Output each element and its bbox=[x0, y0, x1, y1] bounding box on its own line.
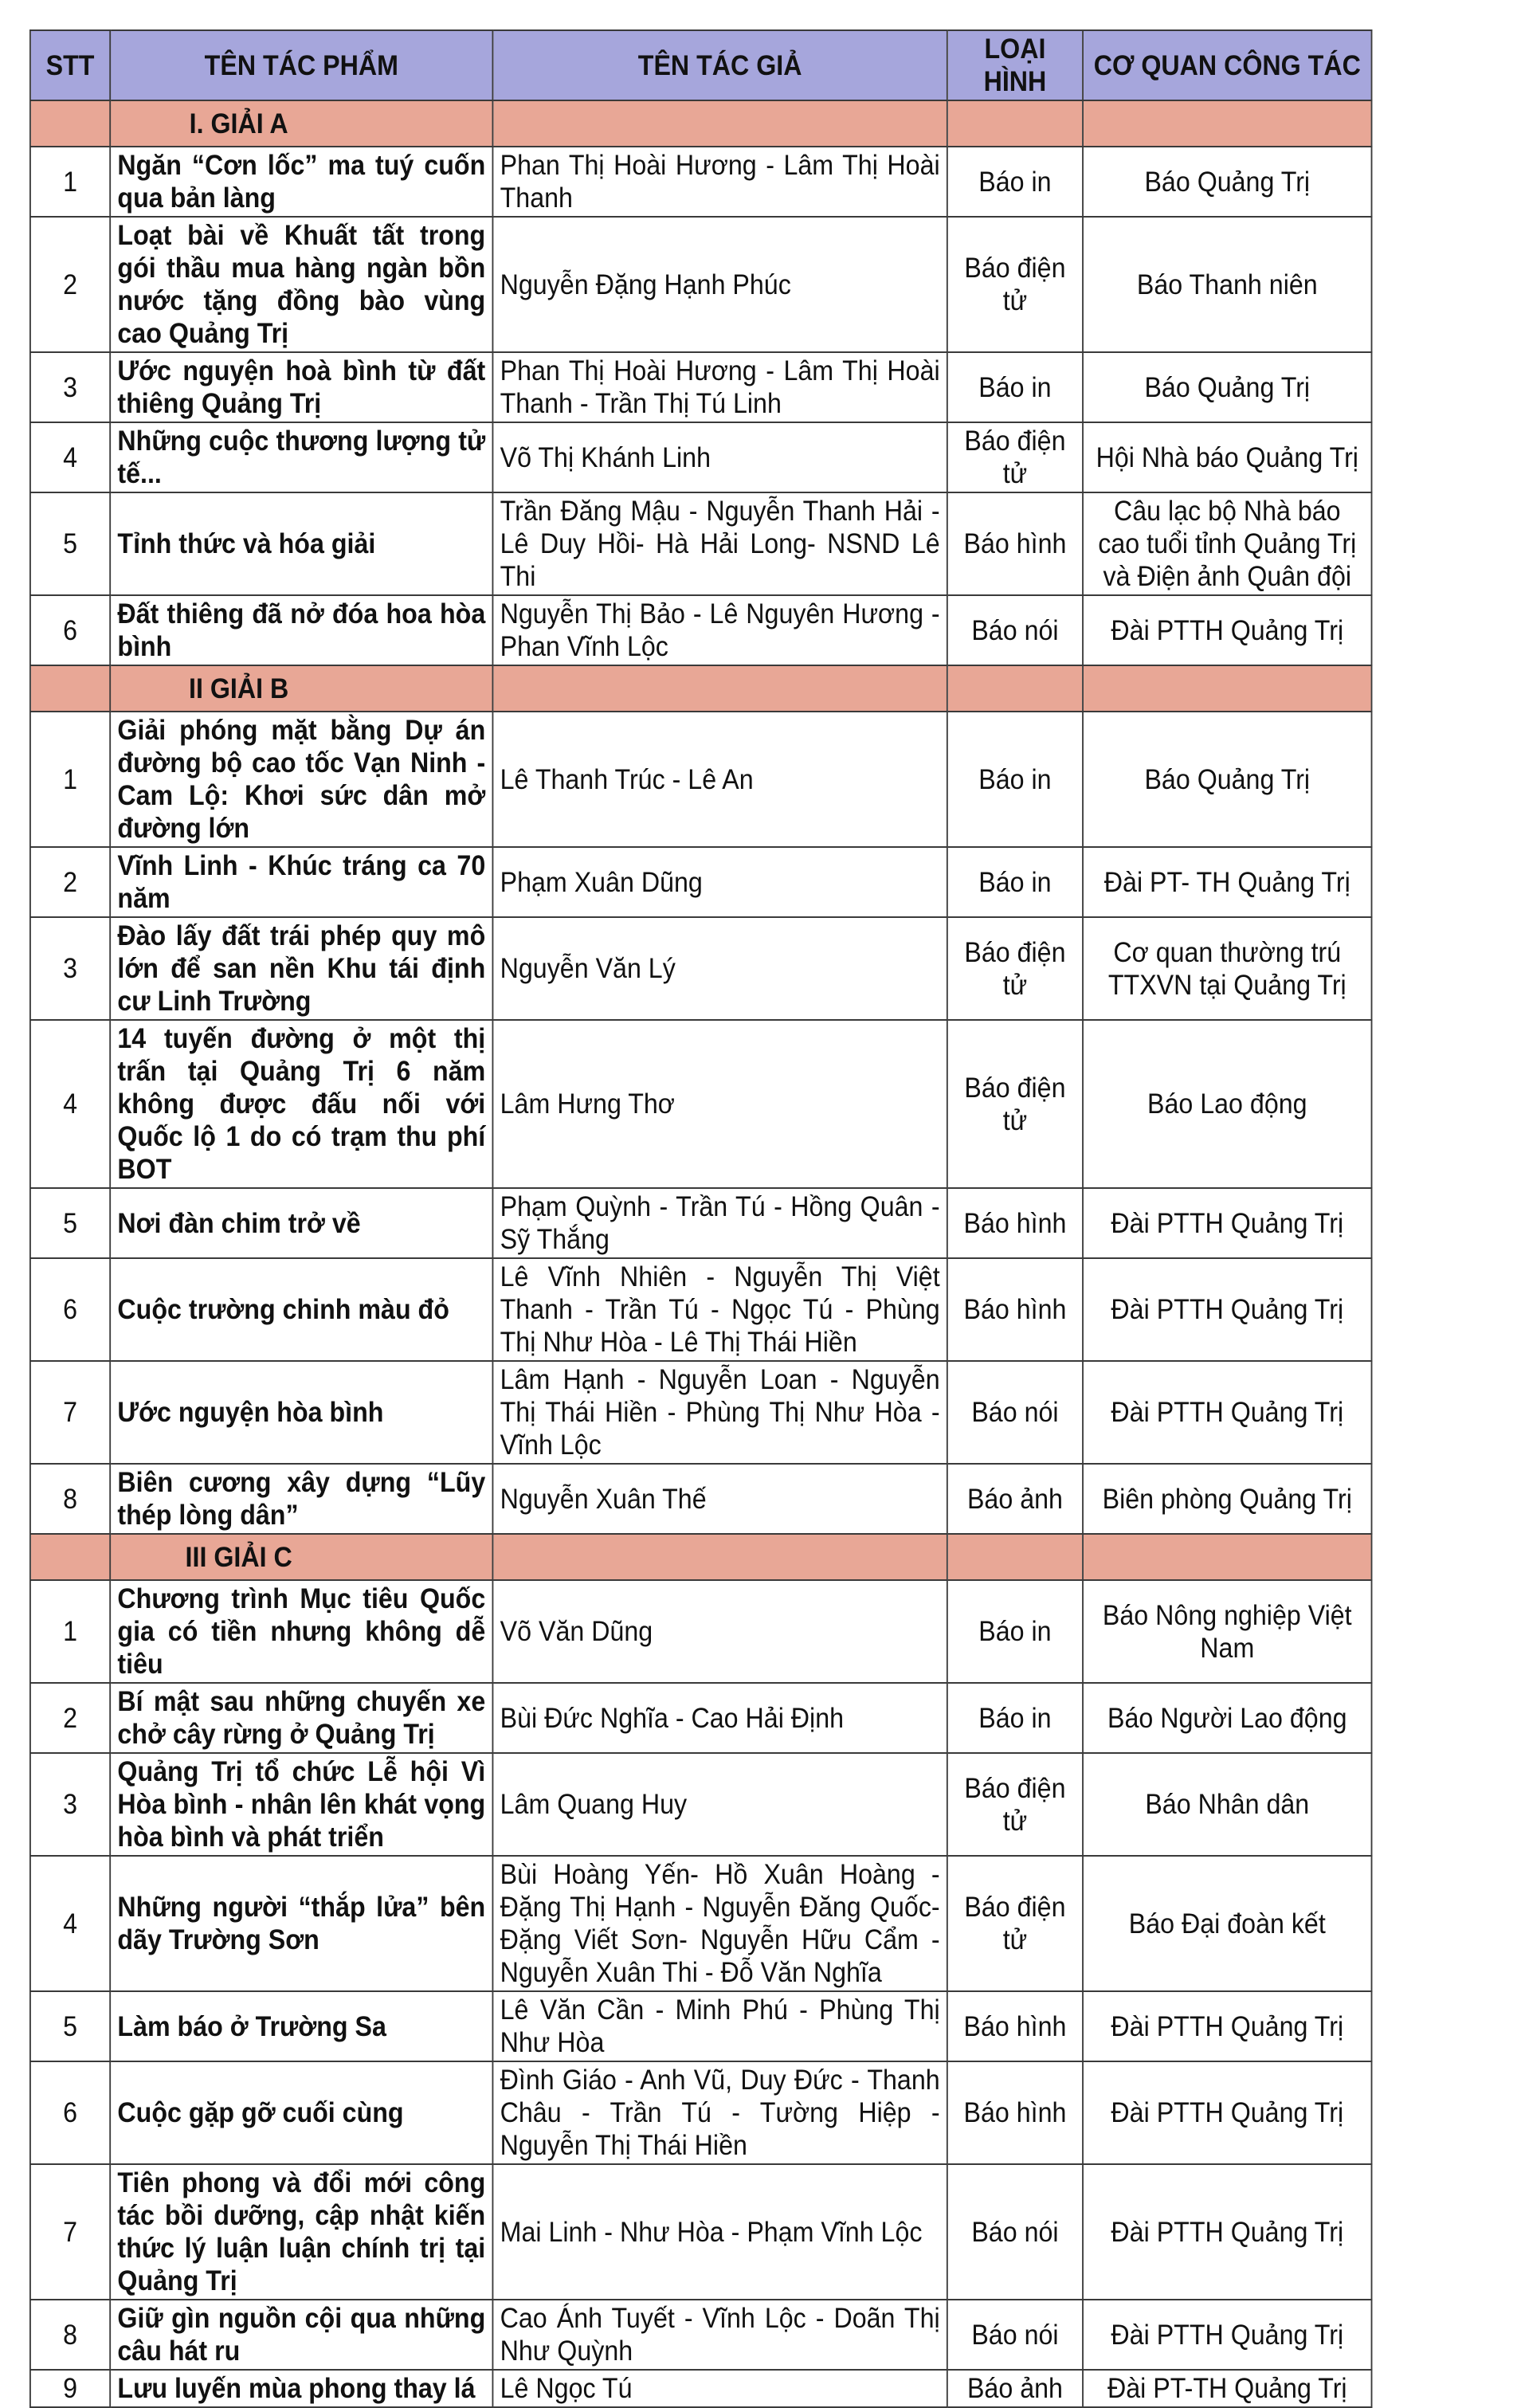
cell-organization: Đài PT-TH Quảng Trị bbox=[1083, 2370, 1371, 2407]
table-row bbox=[30, 2061, 1372, 2164]
section-blank bbox=[947, 1534, 1083, 1580]
cell-work-title: 14 tuyến đường ở một thị trấn tại Quảng Trị 6 năm không được đấu nối với Quốc lộ 1 do có trạm thu phí BOT bbox=[110, 1020, 492, 1188]
cell-organization: Đài PTTH Quảng Trị bbox=[1083, 1991, 1371, 2061]
cell-author: Phạm Quỳnh - Trần Tú - Hồng Quân - Sỹ Thắng bbox=[492, 1188, 947, 1258]
cell-work-title: Ước nguyện hoà bình từ đất thiêng Quảng Trị bbox=[110, 352, 492, 422]
header-org: CƠ QUAN CÔNG TÁC bbox=[1083, 30, 1371, 100]
cell-stt: 2 bbox=[30, 847, 110, 917]
section-blank bbox=[1083, 665, 1371, 712]
section-blank bbox=[1083, 1534, 1371, 1580]
table-body bbox=[30, 100, 1372, 2407]
cell-organization: Câu lạc bộ Nhà báo cao tuổi tỉnh Quảng Trị và Điện ảnh Quân đội bbox=[1083, 492, 1371, 595]
cell-author: Mai Linh - Như Hòa - Phạm Vĩnh Lộc bbox=[492, 2164, 947, 2300]
cell-stt: 2 bbox=[30, 1683, 110, 1753]
section-blank bbox=[492, 100, 947, 147]
header-row bbox=[30, 30, 1372, 100]
section-blank bbox=[30, 1534, 110, 1580]
cell-media-type: Báo điện tử bbox=[947, 917, 1083, 1020]
cell-work-title: Đào lấy đất trái phép quy mô lớn để san nền Khu tái định cư Linh Trường bbox=[110, 917, 492, 1020]
table-row bbox=[30, 422, 1372, 492]
table-row bbox=[30, 595, 1372, 665]
cell-organization: Biên phòng Quảng Trị bbox=[1083, 1464, 1371, 1534]
cell-organization: Đài PT- TH Quảng Trị bbox=[1083, 847, 1371, 917]
cell-work-title: Tỉnh thức và hóa giải bbox=[110, 492, 492, 595]
header-stt: STT bbox=[30, 30, 110, 100]
cell-stt: 2 bbox=[30, 217, 110, 352]
cell-author: Phan Thị Hoài Hương - Lâm Thị Hoài Thanh - Trần Thị Tú Linh bbox=[492, 352, 947, 422]
cell-media-type: Báo in bbox=[947, 1683, 1083, 1753]
cell-media-type: Báo ảnh bbox=[947, 2370, 1083, 2407]
table-row bbox=[30, 1258, 1372, 1361]
cell-media-type: Báo điện tử bbox=[947, 422, 1083, 492]
cell-stt: 3 bbox=[30, 1753, 110, 1856]
cell-stt: 3 bbox=[30, 352, 110, 422]
cell-author: Bùi Đức Nghĩa - Cao Hải Định bbox=[492, 1683, 947, 1753]
table-row bbox=[30, 1580, 1372, 1683]
cell-organization: Đài PTTH Quảng Trị bbox=[1083, 2164, 1371, 2300]
cell-stt: 9 bbox=[30, 2370, 110, 2407]
cell-work-title: Cuộc trường chinh màu đỏ bbox=[110, 1258, 492, 1361]
cell-organization: Cơ quan thường trú TTXVN tại Quảng Trị bbox=[1083, 917, 1371, 1020]
awards-table bbox=[29, 29, 1372, 2408]
cell-author: Nguyễn Đặng Hạnh Phúc bbox=[492, 217, 947, 352]
cell-stt: 6 bbox=[30, 2061, 110, 2164]
cell-author: Phan Thị Hoài Hương - Lâm Thị Hoài Thanh bbox=[492, 147, 947, 217]
cell-media-type: Báo điện tử bbox=[947, 217, 1083, 352]
cell-author: Lâm Quang Huy bbox=[492, 1753, 947, 1856]
section-blank bbox=[492, 1534, 947, 1580]
table-row bbox=[30, 712, 1372, 847]
cell-media-type: Báo nói bbox=[947, 1361, 1083, 1464]
cell-work-title: Làm báo ở Trường Sa bbox=[110, 1991, 492, 2061]
cell-work-title: Giữ gìn nguồn cội qua những câu hát ru bbox=[110, 2300, 492, 2370]
cell-organization: Báo Người Lao động bbox=[1083, 1683, 1371, 1753]
cell-organization: Báo Đại đoàn kết bbox=[1083, 1856, 1371, 1991]
header-work: TÊN TÁC PHẨM bbox=[110, 30, 492, 100]
cell-work-title: Tiên phong và đổi mới công tác bồi dưỡng, cập nhật kiến thức lý luận luận chính trị tại Quảng Trị bbox=[110, 2164, 492, 2300]
cell-media-type: Báo hình bbox=[947, 1991, 1083, 2061]
cell-stt: 6 bbox=[30, 595, 110, 665]
cell-work-title: Quảng Trị tổ chức Lễ hội Vì Hòa bình - nhân lên khát vọng hòa bình và phát triển bbox=[110, 1753, 492, 1856]
cell-media-type: Báo nói bbox=[947, 2300, 1083, 2370]
cell-stt: 1 bbox=[30, 712, 110, 847]
table-row bbox=[30, 352, 1372, 422]
table-row bbox=[30, 1464, 1372, 1534]
section-blank bbox=[1083, 100, 1371, 147]
section-title: III GIẢI C bbox=[110, 1534, 492, 1580]
section-blank bbox=[30, 665, 110, 712]
table-row bbox=[30, 847, 1372, 917]
cell-author: Bùi Hoàng Yến- Hồ Xuân Hoàng - Đặng Thị Hạnh - Nguyễn Đăng Quốc- Đặng Viết Sơn- Nguyễn Hữu Cẩm - Nguyễn Xuân Thi - Đỗ Văn Nghĩa bbox=[492, 1856, 947, 1991]
section-row bbox=[30, 1534, 1372, 1580]
table-row bbox=[30, 1361, 1372, 1464]
table-row bbox=[30, 2370, 1372, 2407]
section-blank bbox=[492, 665, 947, 712]
cell-stt: 5 bbox=[30, 1991, 110, 2061]
cell-media-type: Báo in bbox=[947, 712, 1083, 847]
table-row bbox=[30, 1020, 1372, 1188]
cell-organization: Đài PTTH Quảng Trị bbox=[1083, 595, 1371, 665]
header-type: LOẠI HÌNH bbox=[947, 30, 1083, 100]
table-row bbox=[30, 917, 1372, 1020]
table-row bbox=[30, 147, 1372, 217]
cell-stt: 3 bbox=[30, 917, 110, 1020]
cell-work-title: Cuộc gặp gỡ cuối cùng bbox=[110, 2061, 492, 2164]
cell-work-title: Giải phóng mặt bằng Dự án đường bộ cao tốc Vạn Ninh - Cam Lộ: Khơi sức dân mở đường lớn bbox=[110, 712, 492, 847]
cell-organization: Đài PTTH Quảng Trị bbox=[1083, 2300, 1371, 2370]
section-row bbox=[30, 665, 1372, 712]
cell-work-title: Bí mật sau những chuyến xe chở cây rừng ở Quảng Trị bbox=[110, 1683, 492, 1753]
cell-author: Võ Văn Dũng bbox=[492, 1580, 947, 1683]
cell-work-title: Nơi đàn chim trở về bbox=[110, 1188, 492, 1258]
cell-stt: 1 bbox=[30, 147, 110, 217]
cell-media-type: Báo in bbox=[947, 847, 1083, 917]
cell-work-title: Ước nguyện hòa bình bbox=[110, 1361, 492, 1464]
cell-media-type: Báo nói bbox=[947, 2164, 1083, 2300]
cell-stt: 7 bbox=[30, 2164, 110, 2300]
cell-author: Lê Vĩnh Nhiên - Nguyễn Thị Việt Thanh - Trần Tú - Ngọc Tú - Phùng Thị Như Hòa - Lê Thị Thái Hiền bbox=[492, 1258, 947, 1361]
cell-stt: 8 bbox=[30, 2300, 110, 2370]
cell-work-title: Những người “thắp lửa” bên dãy Trường Sơn bbox=[110, 1856, 492, 1991]
table-row bbox=[30, 1753, 1372, 1856]
cell-author: Lâm Hưng Thơ bbox=[492, 1020, 947, 1188]
cell-media-type: Báo điện tử bbox=[947, 1856, 1083, 1991]
cell-organization: Báo Nông nghiệp Việt Nam bbox=[1083, 1580, 1371, 1683]
cell-work-title: Biên cương xây dựng “Lũy thép lòng dân” bbox=[110, 1464, 492, 1534]
cell-author: Đình Giáo - Anh Vũ, Duy Đức - Thanh Châu - Trần Tú - Tường Hiệp - Nguyễn Thị Thái Hiền bbox=[492, 2061, 947, 2164]
section-row bbox=[30, 100, 1372, 147]
cell-organization: Báo Quảng Trị bbox=[1083, 147, 1371, 217]
cell-work-title: Chương trình Mục tiêu Quốc gia có tiền nhưng không dễ tiêu bbox=[110, 1580, 492, 1683]
cell-author: Nguyễn Xuân Thế bbox=[492, 1464, 947, 1534]
table-row bbox=[30, 2300, 1372, 2370]
cell-work-title: Lưu luyến mùa phong thay lá bbox=[110, 2370, 492, 2407]
cell-media-type: Báo hình bbox=[947, 1188, 1083, 1258]
cell-media-type: Báo nói bbox=[947, 595, 1083, 665]
cell-work-title: Đất thiêng đã nở đóa hoa hòa bình bbox=[110, 595, 492, 665]
cell-organization: Báo Nhân dân bbox=[1083, 1753, 1371, 1856]
cell-media-type: Báo hình bbox=[947, 1258, 1083, 1361]
table-row bbox=[30, 2164, 1372, 2300]
cell-organization: Hội Nhà báo Quảng Trị bbox=[1083, 422, 1371, 492]
cell-organization: Báo Thanh niên bbox=[1083, 217, 1371, 352]
cell-organization: Đài PTTH Quảng Trị bbox=[1083, 1361, 1371, 1464]
cell-stt: 8 bbox=[30, 1464, 110, 1534]
cell-work-title: Ngăn “Cơn lốc” ma tuý cuốn qua bản làng bbox=[110, 147, 492, 217]
cell-author: Nguyễn Thị Bảo - Lê Nguyên Hương - Phan Vĩnh Lộc bbox=[492, 595, 947, 665]
cell-author: Lâm Hạnh - Nguyễn Loan - Nguyễn Thị Thái Hiền - Phùng Thị Như Hòa - Vĩnh Lộc bbox=[492, 1361, 947, 1464]
cell-media-type: Báo in bbox=[947, 1580, 1083, 1683]
table-row bbox=[30, 1991, 1372, 2061]
section-blank bbox=[947, 100, 1083, 147]
cell-media-type: Báo điện tử bbox=[947, 1753, 1083, 1856]
cell-organization: Đài PTTH Quảng Trị bbox=[1083, 1258, 1371, 1361]
header-author: TÊN TÁC GIẢ bbox=[492, 30, 947, 100]
cell-stt: 1 bbox=[30, 1580, 110, 1683]
section-title: II GIẢI B bbox=[110, 665, 492, 712]
cell-organization: Đài PTTH Quảng Trị bbox=[1083, 1188, 1371, 1258]
cell-work-title: Những cuộc thương lượng tử tế... bbox=[110, 422, 492, 492]
cell-organization: Báo Quảng Trị bbox=[1083, 712, 1371, 847]
cell-organization: Đài PTTH Quảng Trị bbox=[1083, 2061, 1371, 2164]
cell-stt: 7 bbox=[30, 1361, 110, 1464]
table-row bbox=[30, 1188, 1372, 1258]
cell-author: Lê Văn Cần - Minh Phú - Phùng Thị Như Hòa bbox=[492, 1991, 947, 2061]
cell-media-type: Báo hình bbox=[947, 492, 1083, 595]
cell-stt: 5 bbox=[30, 492, 110, 595]
cell-author: Lê Thanh Trúc - Lê An bbox=[492, 712, 947, 847]
cell-author: Lê Ngọc Tú bbox=[492, 2370, 947, 2407]
cell-stt: 4 bbox=[30, 1020, 110, 1188]
section-title: I. GIẢI A bbox=[110, 100, 492, 147]
cell-author: Võ Thị Khánh Linh bbox=[492, 422, 947, 492]
cell-stt: 4 bbox=[30, 422, 110, 492]
cell-media-type: Báo điện tử bbox=[947, 1020, 1083, 1188]
cell-organization: Báo Quảng Trị bbox=[1083, 352, 1371, 422]
cell-media-type: Báo in bbox=[947, 147, 1083, 217]
cell-stt: 4 bbox=[30, 1856, 110, 1991]
cell-media-type: Báo ảnh bbox=[947, 1464, 1083, 1534]
cell-author: Phạm Xuân Dũng bbox=[492, 847, 947, 917]
cell-author: Trần Đăng Mậu - Nguyễn Thanh Hải - Lê Duy Hồi- Hà Hải Long- NSND Lê Thi bbox=[492, 492, 947, 595]
section-blank bbox=[30, 100, 110, 147]
table-row bbox=[30, 492, 1372, 595]
table-header bbox=[30, 30, 1372, 100]
cell-author: Cao Ánh Tuyết - Vĩnh Lộc - Doãn Thị Như Quỳnh bbox=[492, 2300, 947, 2370]
cell-media-type: Báo in bbox=[947, 352, 1083, 422]
cell-stt: 6 bbox=[30, 1258, 110, 1361]
table-row bbox=[30, 217, 1372, 352]
cell-stt: 5 bbox=[30, 1188, 110, 1258]
table-row bbox=[30, 1683, 1372, 1753]
table-row bbox=[30, 1856, 1372, 1991]
cell-work-title: Loạt bài về Khuất tất trong gói thầu mua hàng ngàn bồn nước tặng đồng bào vùng cao Quảng Trị bbox=[110, 217, 492, 352]
cell-work-title: Vĩnh Linh - Khúc tráng ca 70 năm bbox=[110, 847, 492, 917]
cell-author: Nguyễn Văn Lý bbox=[492, 917, 947, 1020]
cell-media-type: Báo hình bbox=[947, 2061, 1083, 2164]
cell-organization: Báo Lao động bbox=[1083, 1020, 1371, 1188]
section-blank bbox=[947, 665, 1083, 712]
